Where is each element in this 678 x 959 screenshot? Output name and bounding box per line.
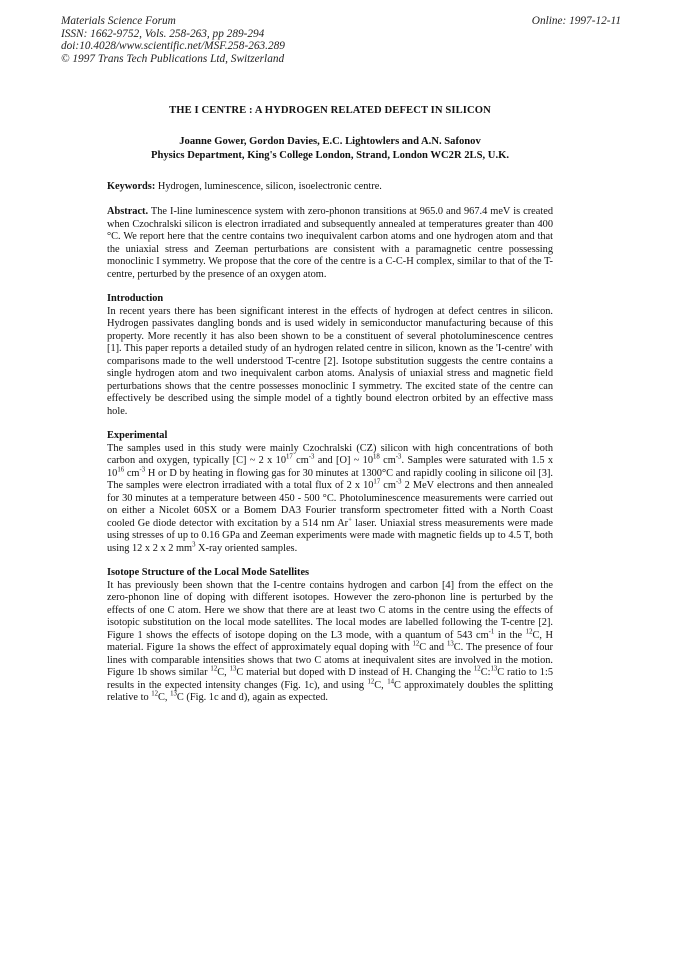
isotope-text-run: in the <box>494 629 526 641</box>
superscript: 12 <box>151 690 159 698</box>
superscript: 18 <box>373 453 380 461</box>
isotope-text-run: C approximately doubles the splitting relative to <box>107 679 554 703</box>
abstract <box>107 206 553 281</box>
introduction-heading: Introduction <box>107 293 164 304</box>
publication-header <box>61 15 621 65</box>
superscript: 12 <box>412 640 420 648</box>
superscript: 16 <box>117 466 125 474</box>
paper-body <box>107 105 553 705</box>
isotope-text-run: C. The presence of four lines with comparable intensities shows that two C atoms at inequivalent sites are involved in the motion. Figure 1b shows similar <box>107 642 553 678</box>
superscript: 13 <box>229 665 237 673</box>
keywords-label: Keywords: <box>107 180 156 192</box>
experimental-text-run: laser. Uniaxial stress measurements were made using stresses of up to 0.16 GPa and Zeeman experiments were made with magnetic fields up to 4.5 T, both using 12 x 2 x 2 mm <box>107 517 554 554</box>
experimental-text-run: cm <box>292 455 309 466</box>
experimental-text-run: and [O] ~ 10 <box>314 455 374 466</box>
isotope-text-run: It has previously been shown that the I-centre contains hydrogen and carbon [4] from the effect on the zero-phonon line of doping with different isotopes. However the zero-phonon line is perturbed by the effects of one C atom. Here we show that there are at least two C atoms in the centre using the effects of isotopic substitution on the local mode satellites. The local modes are labelled following the T-centre [2]. Figure 1 shows the effects of isotope doping on the L3 mode, with a quantum of 543 cm <box>107 579 553 641</box>
experimental-text-run: 2 MeV electrons and then annealed for 30 minutes at a temperature between 450 - 500 °C. Photoluminescence measurements were carried out on either a Nicolet 60SX or a Bomem DA3 Fourier transform spectrometer fitted with a North Coast cooled Ge diode detector with excitation by a 514 nm Ar <box>107 480 553 529</box>
copyright-line: © 1997 Trans Tech Publications Ltd, Switzerland <box>61 52 285 65</box>
superscript: 14 <box>387 678 394 686</box>
keywords <box>107 181 553 194</box>
doi-line: doi:10.4028/www.scientific.net/MSF.258-263.289 <box>61 40 285 53</box>
affiliation: Physics Department, King's College London, Strand, London WC2R 2LS, U.K. <box>151 150 509 161</box>
experimental-text-run: cm <box>380 480 396 491</box>
author-list: Joanne Gower, Gordon Davies, E.C. Lightowlers and A.N. Safonov <box>179 135 481 147</box>
experimental-text-run: The samples used in this study were mainly Czochralski (CZ) silicon with high concentrations of both carbon and oxygen, typically [C] ~ 2 x 10 <box>107 442 553 466</box>
superscript: -3 <box>395 478 402 486</box>
superscript: 13 <box>170 690 177 698</box>
isotope-text-run: C, <box>217 667 230 678</box>
superscript: 17 <box>373 478 381 486</box>
experimental-text-run: cm <box>379 455 396 466</box>
isotope-text <box>107 580 553 705</box>
isotope-text-run: C (Fig. 1c and d), again as expected. <box>176 692 328 703</box>
experimental-text-run: H or D by heating in flowing gas for 30 minutes at 1300°C and rapidly cooling in silicone oil [3]. The samples were electron irradiated with a total flux of 2 x 10 <box>107 467 553 491</box>
superscript: -3 <box>395 453 402 461</box>
isotope-text-run: C material but doped with D instead of H. Changing the <box>236 667 474 678</box>
keywords-text: Hydrogen, luminescence, silicon, isoelectronic centre. <box>155 180 382 192</box>
abstract-label: Abstract. <box>107 206 149 217</box>
isotope-text-run: C, <box>374 679 388 691</box>
isotope-heading: Isotope Structure of the Local Mode Satellites <box>107 567 310 578</box>
experimental-text-run: . Samples were saturated with 1.5 x 10 <box>107 455 553 479</box>
superscript: -3 <box>308 453 315 461</box>
superscript: 13 <box>490 665 498 673</box>
paper-title: THE I CENTRE : A HYDROGEN RELATED DEFECT IN SILICON <box>169 105 491 116</box>
superscript: 12 <box>210 665 218 673</box>
superscript: -1 <box>488 628 495 636</box>
introduction-text: In recent years there has been significant interest in the effects of hydrogen at defect centres in silicon. Hydrogen passivates dangling bonds and is used widely in semiconductor manufacturing because of this property. More recently it has also been shown to be a constituent of several photoluminescence centres [1]. This paper reports a detailed study of an hydrogen related centre in silicon, known as the 'I-centre' with comparisons made to the well understood T-centre [2]. Isotope substitution suggests the centre contains a single hydrogen atom and two inequivalent carbon atoms. Analysis of uniaxial stress and magnetic field perturbations shows that the centre possesses monoclinic I symmetry. The excited state of the centre can effectively be described using the simple model of a tightly bound electron orbited by an effective mass hole. <box>107 305 553 417</box>
issn-line: ISSN: 1662-9752, Vols. 258-263, pp 289-294 <box>61 27 265 40</box>
journal-name: Materials Science Forum <box>61 15 176 27</box>
superscript: 12 <box>473 665 481 673</box>
experimental-text-run: cm <box>124 467 140 479</box>
isotope-text-run: C: <box>480 667 491 678</box>
experimental-text <box>107 443 553 556</box>
superscript: 12 <box>367 678 375 686</box>
experimental-heading: Experimental <box>107 430 168 441</box>
superscript: 13 <box>446 640 454 648</box>
abstract-text: The I-line luminescence system with zero-phonon transitions at 965.0 and 967.4 meV is created when Czochralski silicon is electron irradiated and subsequently annealed at temperatures greater than 400 °C. We report here that the centre contains two inequivalent carbon atoms and one hydrogen atom and that the uniaxial stress and Zeeman perturbations are consistent with a paramagnetic centre possessing monoclinic I symmetry. We propose that the core of the centre is a C-C-H complex, similar to that of the T-centre, perturbed by the presence of an oxygen atom. <box>107 206 553 280</box>
superscript: + <box>348 516 352 524</box>
superscript: 3 <box>192 541 196 549</box>
online-date: Online: 1997-12-11 <box>531 15 621 27</box>
isotope-text-run: C, H material. Figure 1a shows the effect of approximately equal doping with <box>107 629 553 653</box>
isotope-text-run: C ratio to 1:5 results in the expected intensity changes (Fig. 1c), and using <box>107 667 553 691</box>
superscript: 17 <box>286 453 293 461</box>
isotope-text-run: C and <box>419 642 447 653</box>
superscript: -3 <box>139 466 146 474</box>
isotope-text-run: C, <box>158 692 171 703</box>
experimental-text-run: X-ray oriented samples. <box>195 542 298 554</box>
superscript: 12 <box>525 628 533 636</box>
